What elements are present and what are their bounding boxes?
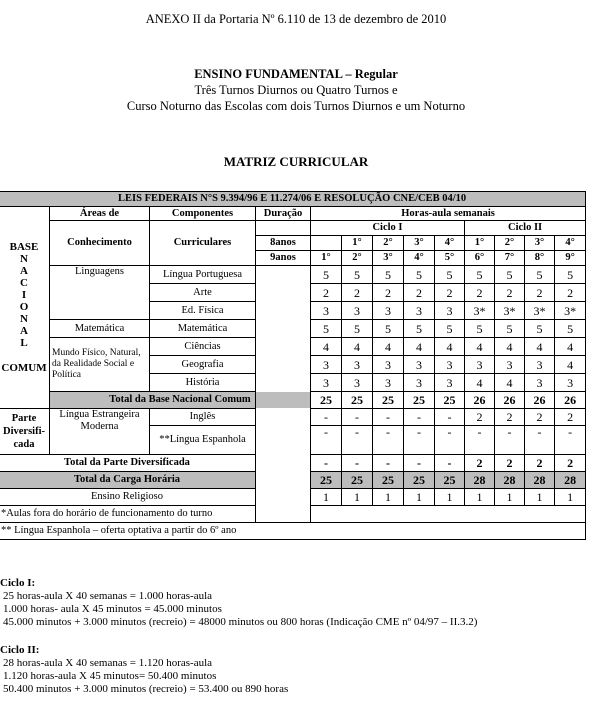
value-cell: 4 xyxy=(465,338,495,356)
value-cell: 5 xyxy=(342,320,373,338)
value-cell: 3 xyxy=(435,302,465,320)
ciclo-1-line: 25 horas-aula X 40 semanas = 1.000 horas-aula xyxy=(3,590,213,602)
value-cell: - xyxy=(342,426,373,455)
value-cell: 3 xyxy=(555,374,586,392)
total-cell: 25 xyxy=(373,392,404,409)
total-cell: 28 xyxy=(525,472,555,489)
series-8-cell: 2° xyxy=(373,236,404,251)
value-cell: - xyxy=(342,409,373,426)
ciclo-2-line: 50.400 minutos + 3.000 minutos (recreio) = 53.400 ou 890 horas xyxy=(3,683,289,695)
total-cell: 2 xyxy=(495,455,525,472)
total-cell: 25 xyxy=(342,472,373,489)
duration-8-years: 8anos xyxy=(256,236,311,251)
value-cell: 3 xyxy=(342,356,373,374)
value-cell: 5 xyxy=(465,320,495,338)
series-8-cell: 1° xyxy=(342,236,373,251)
value-cell: 2 xyxy=(495,409,525,426)
value-cell: 1 xyxy=(465,489,495,506)
value-cell: 3 xyxy=(435,374,465,392)
calculation-notes xyxy=(0,577,477,696)
total-cell: 26 xyxy=(555,392,586,409)
value-cell: 3 xyxy=(311,374,342,392)
total-cell: 2 xyxy=(555,455,586,472)
series-8-cell: 3° xyxy=(525,236,555,251)
areas-header-1: Áreas de xyxy=(50,207,150,221)
component-name: Matemática xyxy=(150,320,256,338)
value-cell: - xyxy=(555,426,586,455)
series-8-cell: 1° xyxy=(465,236,495,251)
total-cell: - xyxy=(435,455,465,472)
value-cell: 4 xyxy=(525,338,555,356)
total-cell: 25 xyxy=(404,392,435,409)
areas-header-2: Conhecimento xyxy=(50,221,150,266)
total-cell: 25 xyxy=(311,392,342,409)
value-cell: 2 xyxy=(555,284,586,302)
document-header: ANEXO II da Portaria Nº 6.110 de 13 de dezembro de 2010 xyxy=(145,12,447,26)
value-cell: 2 xyxy=(435,284,465,302)
value-cell: 3 xyxy=(404,374,435,392)
value-cell: 5 xyxy=(435,266,465,284)
value-cell: 5 xyxy=(525,320,555,338)
value-cell: - xyxy=(525,426,555,455)
subtitle-1: Três Turnos Diurnos ou Quatro Turnos e xyxy=(194,83,398,97)
value-cell: - xyxy=(465,426,495,455)
series-8-cell: 4° xyxy=(555,236,586,251)
value-cell: 1 xyxy=(404,489,435,506)
value-cell: - xyxy=(435,409,465,426)
value-cell: 1 xyxy=(435,489,465,506)
value-cell: 5 xyxy=(311,320,342,338)
total-cell: 25 xyxy=(342,392,373,409)
series-8-cell: 3° xyxy=(404,236,435,251)
total-cell: 28 xyxy=(465,472,495,489)
value-cell: 3 xyxy=(342,374,373,392)
value-cell: 5 xyxy=(465,266,495,284)
series-9-cell: 4° xyxy=(404,251,435,266)
value-cell: 4 xyxy=(495,374,525,392)
value-cell: 3 xyxy=(342,302,373,320)
laws-header: LEIS FEDERAIS N°S 9.394/96 E 11.274/06 E RESOLUÇÃO CNE/CEB 04/10 xyxy=(0,192,586,207)
value-cell: 4 xyxy=(342,338,373,356)
series-9-cell: 3° xyxy=(373,251,404,266)
value-cell: 3 xyxy=(311,302,342,320)
total-cell: 2 xyxy=(465,455,495,472)
value-cell: 3 xyxy=(373,302,404,320)
footnote-2: ** Língua Espanhola – oferta optativa a partir do 6º ano xyxy=(0,523,586,540)
value-cell: 5 xyxy=(495,320,525,338)
value-cell: 2 xyxy=(495,284,525,302)
series-9-cell: 5° xyxy=(435,251,465,266)
total-cell: - xyxy=(404,455,435,472)
value-cell: 1 xyxy=(555,489,586,506)
duration-9-years: 9anos xyxy=(256,251,311,266)
total-cell: 25 xyxy=(311,472,342,489)
value-cell: 3 xyxy=(495,356,525,374)
value-cell: - xyxy=(373,409,404,426)
component-name: Arte xyxy=(150,284,256,302)
value-cell: 3 xyxy=(311,356,342,374)
value-cell: - xyxy=(404,426,435,455)
parte-diversificada-label: Parte Diversifi-cada xyxy=(0,409,50,455)
ciclo-1-title: Ciclo I: xyxy=(0,577,36,589)
value-cell: - xyxy=(311,426,342,455)
total-carga-label: Total da Carga Horária xyxy=(0,472,256,489)
series-8-cell: 2° xyxy=(495,236,525,251)
value-cell: 4 xyxy=(404,338,435,356)
ciclo-1-header: Ciclo I xyxy=(311,221,465,236)
total-cell: 25 xyxy=(435,392,465,409)
value-cell: 4 xyxy=(435,338,465,356)
value-cell: 3 xyxy=(525,356,555,374)
components-header-2: Curriculares xyxy=(150,221,256,266)
total-cell: 26 xyxy=(465,392,495,409)
ciclo-1-line: 45.000 minutos + 3.000 minutos (recreio) = 48000 minutos ou 800 horas (Indicação CME nº 04/97 – II.3.2) xyxy=(3,616,478,628)
total-cell: - xyxy=(373,455,404,472)
ciclo-2-line: 28 horas-aula X 40 semanas = 1.120 horas-aula xyxy=(3,657,213,669)
value-cell: 5 xyxy=(342,266,373,284)
value-cell: 2 xyxy=(525,284,555,302)
components-header-1: Componentes xyxy=(150,207,256,221)
series-8-cell: 4° xyxy=(435,236,465,251)
component-name: Inglês xyxy=(150,409,256,426)
value-cell: 5 xyxy=(404,266,435,284)
component-name: Geografia xyxy=(150,356,256,374)
total-cell: - xyxy=(342,455,373,472)
total-base-label: Total da Base Nacional Comum xyxy=(50,392,311,409)
component-name: História xyxy=(150,374,256,392)
value-cell: - xyxy=(311,409,342,426)
value-cell: 5 xyxy=(373,266,404,284)
series-9-cell: 2° xyxy=(342,251,373,266)
value-cell: 4 xyxy=(495,338,525,356)
value-cell: 3 xyxy=(373,374,404,392)
value-cell: 5 xyxy=(555,266,586,284)
value-cell: 5 xyxy=(435,320,465,338)
series-9-cell: 9° xyxy=(555,251,586,266)
value-cell: 3 xyxy=(465,356,495,374)
value-cell: - xyxy=(495,426,525,455)
value-cell: 1 xyxy=(495,489,525,506)
value-cell: 2 xyxy=(342,284,373,302)
value-cell: - xyxy=(435,426,465,455)
matrix-title: MATRIZ CURRICULAR xyxy=(223,154,369,169)
value-cell: 2 xyxy=(555,409,586,426)
value-cell: 4 xyxy=(311,338,342,356)
value-cell: 3 xyxy=(373,356,404,374)
value-cell: 3* xyxy=(495,302,525,320)
total-cell: 25 xyxy=(404,472,435,489)
duration-header: Duração xyxy=(256,207,311,221)
series-9-cell: 1° xyxy=(311,251,342,266)
total-cell: 2 xyxy=(525,455,555,472)
value-cell: 2 xyxy=(465,409,495,426)
value-cell: 4 xyxy=(555,356,586,374)
ciclo-2-title: Ciclo II: xyxy=(0,644,40,656)
total-diversificada-label: Total da Parte Diversificada xyxy=(0,455,256,472)
value-cell: 3* xyxy=(465,302,495,320)
section-title: ENSINO FUNDAMENTAL – Regular xyxy=(194,67,398,81)
weekly-hours-header: Horas-aula semanais xyxy=(311,207,586,221)
value-cell: 3* xyxy=(525,302,555,320)
total-cell: 25 xyxy=(373,472,404,489)
ciclo-2-line: 1.120 horas-aula X 45 minutos= 50.400 minutos xyxy=(3,670,217,682)
ensino-religioso-label: Ensino Religioso xyxy=(0,489,256,506)
value-cell: 4 xyxy=(555,338,586,356)
total-cell: 26 xyxy=(495,392,525,409)
value-cell: - xyxy=(373,426,404,455)
component-name: Língua Portuguesa xyxy=(150,266,256,284)
value-cell: 4 xyxy=(373,338,404,356)
value-cell: 2 xyxy=(465,284,495,302)
value-cell: 5 xyxy=(495,266,525,284)
value-cell: 3 xyxy=(525,374,555,392)
total-cell: 25 xyxy=(435,472,465,489)
area-matematica: Matemática xyxy=(50,320,150,338)
ciclo-2-header: Ciclo II xyxy=(465,221,586,236)
value-cell: 2 xyxy=(311,284,342,302)
total-cell: 26 xyxy=(525,392,555,409)
component-name: Ed. Física xyxy=(150,302,256,320)
total-cell: 28 xyxy=(495,472,525,489)
value-cell: 3 xyxy=(404,302,435,320)
ciclo-1-line: 1.000 horas- aula X 45 minutos = 45.000 minutos xyxy=(3,603,222,615)
value-cell: 5 xyxy=(525,266,555,284)
area-linguagens: Linguagens xyxy=(50,266,150,320)
value-cell: 5 xyxy=(373,320,404,338)
base-nacional-comum-label: BASE N A C I O N A L COMUM xyxy=(0,207,50,409)
total-cell: - xyxy=(311,455,342,472)
value-cell: 2 xyxy=(373,284,404,302)
area-lingua-estrangeira: Língua Estrangeira Moderna xyxy=(50,409,150,455)
series-9-cell: 7° xyxy=(495,251,525,266)
area-mundo-fisico: Mundo Físico, Natural, da Realidade Social e Política xyxy=(50,338,150,392)
value-cell: 5 xyxy=(404,320,435,338)
footnote-1: *Aulas fora do horário de funcionamento do turno xyxy=(0,506,586,523)
value-cell: 1 xyxy=(525,489,555,506)
value-cell: 1 xyxy=(373,489,404,506)
series-9-cell: 6° xyxy=(465,251,495,266)
component-name: Ciências xyxy=(150,338,256,356)
total-cell: 28 xyxy=(555,472,586,489)
value-cell: 2 xyxy=(404,284,435,302)
value-cell: 1 xyxy=(342,489,373,506)
value-cell: 5 xyxy=(311,266,342,284)
component-name: **Língua Espanhola xyxy=(150,426,256,455)
subtitle-2: Curso Noturno das Escolas com dois Turnos Diurnos e um Noturno xyxy=(126,99,466,113)
value-cell: 3* xyxy=(555,302,586,320)
value-cell: 1 xyxy=(311,489,342,506)
value-cell: 2 xyxy=(525,409,555,426)
value-cell: 5 xyxy=(555,320,586,338)
series-9-cell: 8° xyxy=(525,251,555,266)
value-cell: - xyxy=(404,409,435,426)
value-cell: 3 xyxy=(404,356,435,374)
value-cell: 4 xyxy=(465,374,495,392)
value-cell: 3 xyxy=(435,356,465,374)
curriculum-table xyxy=(0,191,586,540)
